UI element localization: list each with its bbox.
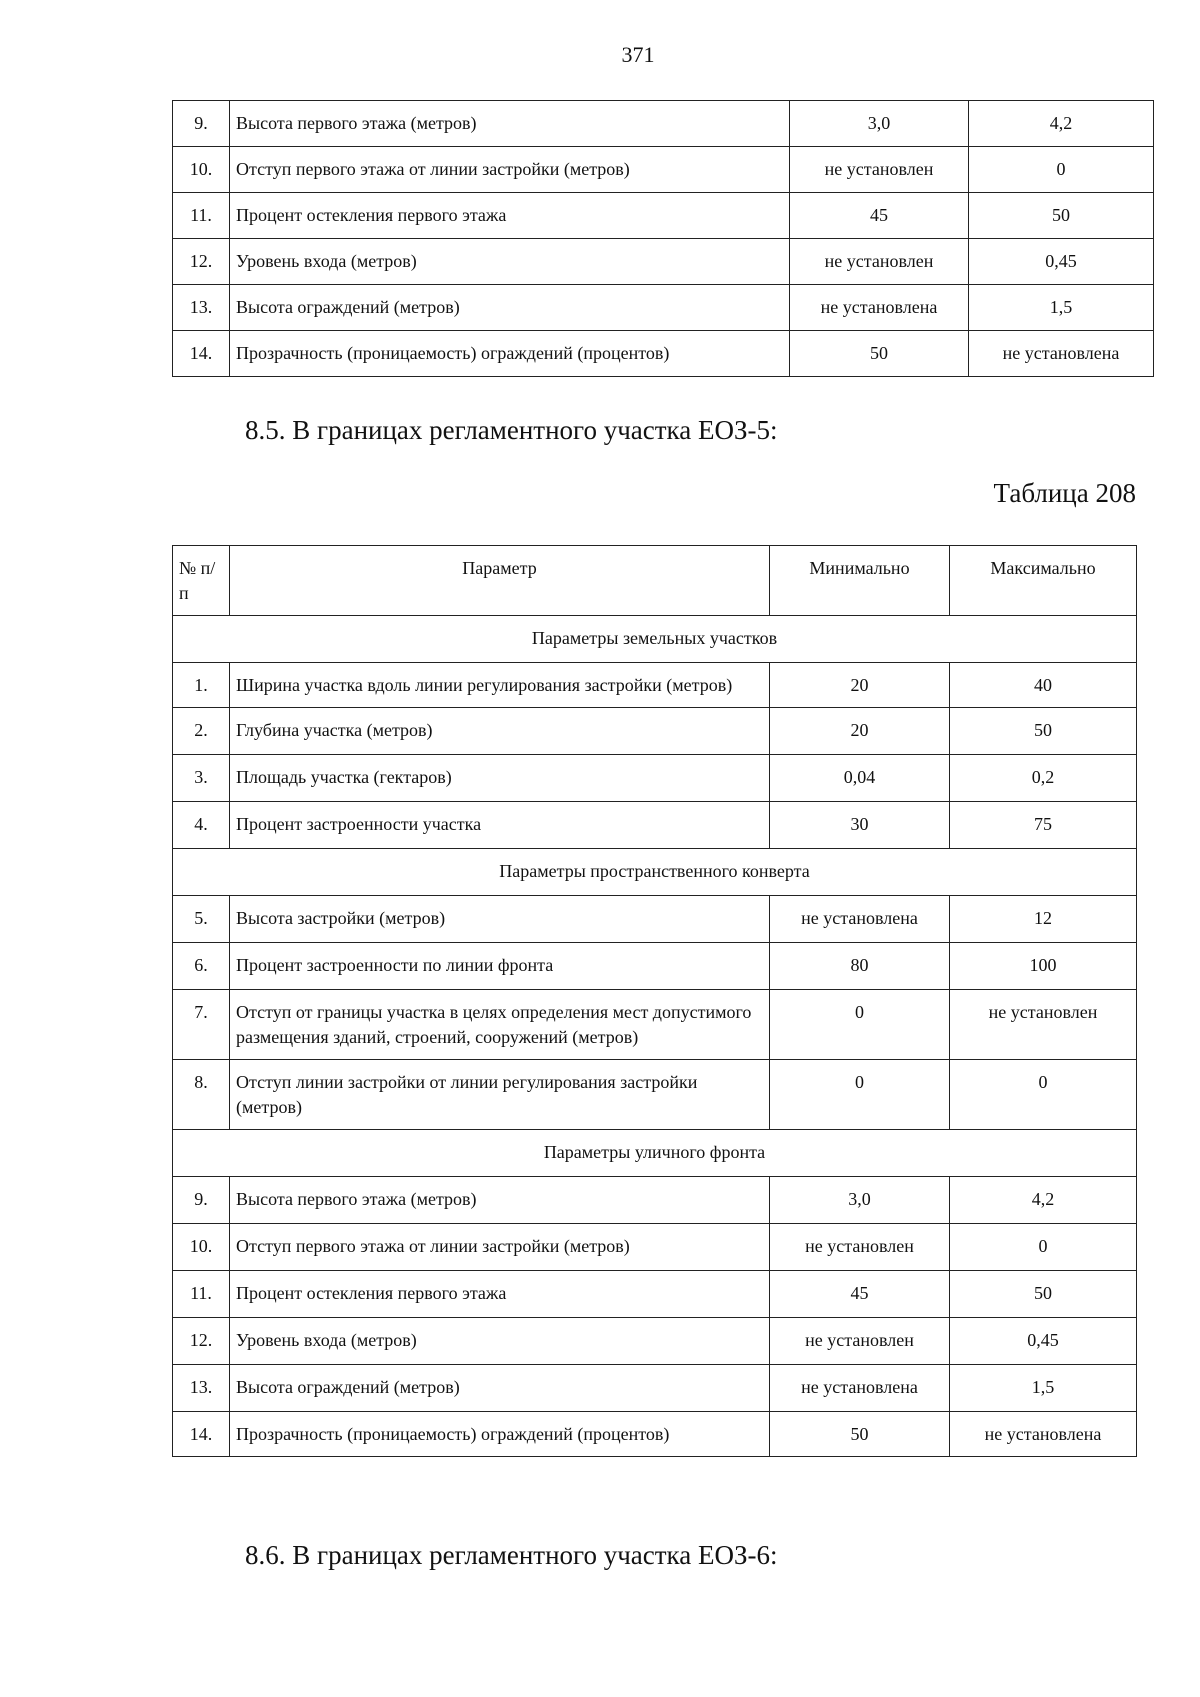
row-number: 6.: [173, 943, 230, 990]
continued-table: [172, 100, 1154, 377]
row-parameter: Площадь участка (гектаров): [230, 755, 770, 802]
row-minimum: 0,04: [770, 755, 950, 802]
row-minimum: не установлен: [790, 239, 969, 285]
table-row: [173, 331, 1154, 377]
row-maximum: 50: [969, 193, 1154, 239]
row-number: 11.: [173, 193, 230, 239]
row-number: 7.: [173, 990, 230, 1060]
row-maximum: 1,5: [950, 1365, 1137, 1412]
section-title: Параметры земельных участков: [173, 616, 1137, 663]
table-row: [173, 1365, 1137, 1412]
row-parameter: Процент застроенности по линии фронта: [230, 943, 770, 990]
row-minimum: не установлен: [770, 1318, 950, 1365]
row-maximum: 1,5: [969, 285, 1154, 331]
row-minimum: 30: [770, 802, 950, 849]
table-row: [173, 1271, 1137, 1318]
row-number: 14.: [173, 1412, 230, 1457]
table-row: [173, 1177, 1137, 1224]
row-parameter: Процент застроенности участка: [230, 802, 770, 849]
row-number: 13.: [173, 1365, 230, 1412]
row-number: 14.: [173, 331, 230, 377]
row-minimum: 45: [790, 193, 969, 239]
row-parameter: Уровень входа (метров): [230, 239, 790, 285]
row-maximum: не установлена: [950, 1412, 1137, 1457]
table-row: [173, 147, 1154, 193]
row-maximum: 0,2: [950, 755, 1137, 802]
row-number: 8.: [173, 1060, 230, 1130]
section-row: [173, 616, 1137, 663]
table-row: [173, 663, 1137, 708]
row-parameter: Уровень входа (метров): [230, 1318, 770, 1365]
section-title: Параметры уличного фронта: [173, 1130, 1137, 1177]
table-header-row: [173, 546, 1137, 616]
section-heading-8-5: 8.5. В границах регламентного участка ЕОЗ-5:: [245, 415, 778, 445]
row-parameter: Прозрачность (проницаемость) ограждений (процентов): [230, 331, 790, 377]
row-maximum: 0: [950, 1224, 1137, 1271]
row-number: 11.: [173, 1271, 230, 1318]
section-title: Параметры пространственного конверта: [173, 849, 1137, 896]
row-parameter: Высота первого этажа (метров): [230, 1177, 770, 1224]
row-parameter: Высота первого этажа (метров): [230, 101, 790, 147]
row-maximum: 50: [950, 708, 1137, 755]
row-parameter: Глубина участка (метров): [230, 708, 770, 755]
row-number: 12.: [173, 239, 230, 285]
continued-table-body: [173, 101, 1154, 377]
table-label: Таблица 208: [993, 478, 1136, 508]
table-208-body: [173, 616, 1137, 1457]
table-row: [173, 239, 1154, 285]
header-min: Минимально: [770, 546, 950, 616]
row-number: 4.: [173, 802, 230, 849]
header-num: № п/п: [173, 546, 230, 616]
row-parameter: Высота ограждений (метров): [230, 285, 790, 331]
table-row: [173, 1318, 1137, 1365]
row-number: 12.: [173, 1318, 230, 1365]
row-number: 13.: [173, 285, 230, 331]
table-row: [173, 943, 1137, 990]
table-row: [173, 990, 1137, 1060]
row-minimum: не установлена: [770, 896, 950, 943]
row-minimum: 50: [790, 331, 969, 377]
row-number: 2.: [173, 708, 230, 755]
row-number: 5.: [173, 896, 230, 943]
table-row: [173, 1060, 1137, 1130]
header-max: Максимально: [950, 546, 1137, 616]
table-row: [173, 101, 1154, 147]
row-maximum: 75: [950, 802, 1137, 849]
row-number: 10.: [173, 1224, 230, 1271]
row-minimum: не установлен: [790, 147, 969, 193]
row-parameter: Ширина участка вдоль линии регулирования застройки (метров): [230, 663, 770, 708]
row-maximum: 0,45: [969, 239, 1154, 285]
row-minimum: 0: [770, 990, 950, 1060]
row-minimum: 3,0: [790, 101, 969, 147]
row-number: 1.: [173, 663, 230, 708]
row-parameter: Прозрачность (проницаемость) ограждений (процентов): [230, 1412, 770, 1457]
table-row: [173, 1412, 1137, 1457]
row-maximum: 100: [950, 943, 1137, 990]
row-parameter: Отступ от границы участка в целях определения мест допустимого размещения зданий, строений, сооружений (метров): [230, 990, 770, 1060]
row-number: 3.: [173, 755, 230, 802]
row-maximum: 0: [950, 1060, 1137, 1130]
row-maximum: 0,45: [950, 1318, 1137, 1365]
table-208: [172, 545, 1137, 1457]
row-maximum: не установлена: [969, 331, 1154, 377]
table-row: [173, 896, 1137, 943]
table-row: [173, 755, 1137, 802]
row-parameter: Процент остекления первого этажа: [230, 193, 790, 239]
row-number: 10.: [173, 147, 230, 193]
row-minimum: 3,0: [770, 1177, 950, 1224]
row-maximum: 50: [950, 1271, 1137, 1318]
row-minimum: 20: [770, 708, 950, 755]
section-row: [173, 849, 1137, 896]
row-parameter: Высота ограждений (метров): [230, 1365, 770, 1412]
row-minimum: 50: [770, 1412, 950, 1457]
row-minimum: 80: [770, 943, 950, 990]
row-minimum: 20: [770, 663, 950, 708]
row-minimum: не установлена: [770, 1365, 950, 1412]
row-number: 9.: [173, 101, 230, 147]
row-maximum: 4,2: [969, 101, 1154, 147]
row-maximum: 0: [969, 147, 1154, 193]
page-number: 371: [621, 42, 655, 67]
table-row: [173, 802, 1137, 849]
row-parameter: Процент остекления первого этажа: [230, 1271, 770, 1318]
section-heading-8-6: 8.6. В границах регламентного участка ЕОЗ-6:: [245, 1540, 778, 1570]
row-parameter: Отступ линии застройки от линии регулирования застройки (метров): [230, 1060, 770, 1130]
row-parameter: Высота застройки (метров): [230, 896, 770, 943]
table-row: [173, 1224, 1137, 1271]
table-row: [173, 285, 1154, 331]
row-minimum: 0: [770, 1060, 950, 1130]
row-number: 9.: [173, 1177, 230, 1224]
row-maximum: 12: [950, 896, 1137, 943]
table-row: [173, 193, 1154, 239]
header-param: Параметр: [230, 546, 770, 616]
table-row: [173, 708, 1137, 755]
section-row: [173, 1130, 1137, 1177]
row-parameter: Отступ первого этажа от линии застройки (метров): [230, 147, 790, 193]
row-maximum: 40: [950, 663, 1137, 708]
row-maximum: 4,2: [950, 1177, 1137, 1224]
row-maximum: не установлен: [950, 990, 1137, 1060]
row-minimum: не установлен: [770, 1224, 950, 1271]
row-minimum: 45: [770, 1271, 950, 1318]
row-minimum: не установлена: [790, 285, 969, 331]
row-parameter: Отступ первого этажа от линии застройки (метров): [230, 1224, 770, 1271]
